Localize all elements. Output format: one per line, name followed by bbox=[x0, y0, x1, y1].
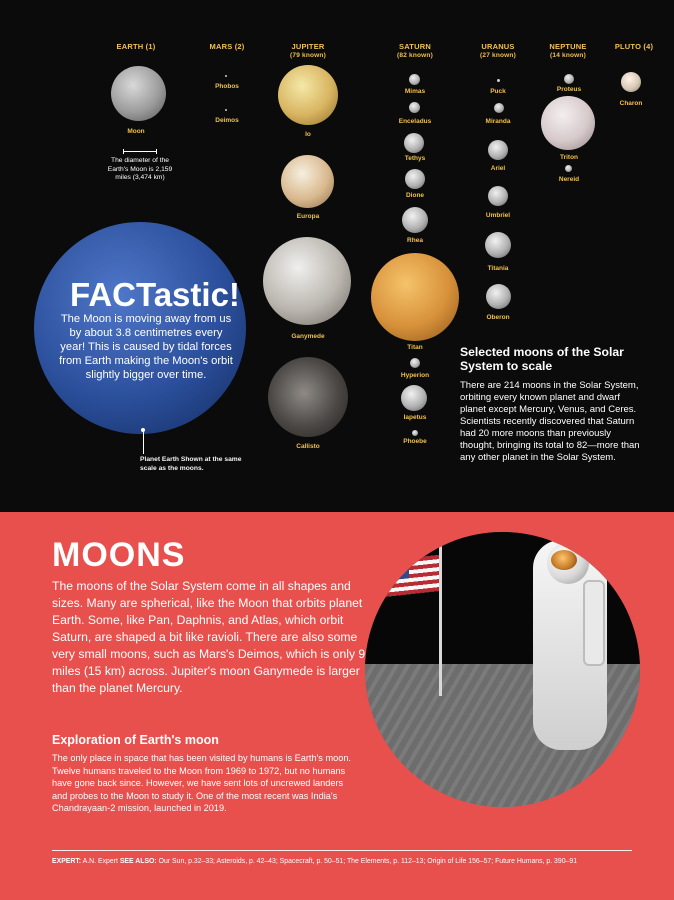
proteus-image bbox=[564, 74, 574, 84]
col-title-pluto-name: PLUTO (4) bbox=[614, 42, 654, 51]
col-title-mars-name: MARS (2) bbox=[209, 42, 245, 51]
europa-image bbox=[281, 155, 334, 208]
label-callisto: Callisto bbox=[296, 443, 320, 450]
col-title-saturn-name: SATURN bbox=[399, 42, 431, 51]
nereid-image bbox=[565, 165, 572, 172]
factastic-text: The Moon is moving away from us by about 3.8 centimetres every year! This is caused by tidal forces from Earth making the Moon's orbit slightly bigger over time. bbox=[59, 313, 233, 381]
enceladus-image bbox=[409, 102, 420, 113]
scale-section-text: There are 214 moons in the Solar System, orbiting every known planet and dwarf planet except Mercury, Venus, and Ceres. Scientists recently discovered that Saturn had 20 more moons than previously thought, bringing its total to 82—more than any other planet in the Solar System. bbox=[460, 380, 640, 463]
titan-image bbox=[371, 253, 459, 341]
us-flag-canton bbox=[383, 558, 409, 581]
moons-title: MOONS bbox=[52, 536, 186, 574]
planet-earth-note: Planet Earth Shown at the same scale as the moons. bbox=[140, 456, 242, 472]
ganymede-image bbox=[263, 237, 351, 325]
label-hyperion: Hyperion bbox=[400, 372, 430, 379]
scale-section-title: Selected moons of the Solar System to scale bbox=[460, 345, 624, 373]
flag-pole bbox=[439, 532, 442, 696]
triton-image bbox=[541, 96, 595, 150]
col-title-mars bbox=[187, 42, 267, 51]
col-title-saturn-sub: (82 known) bbox=[397, 52, 433, 59]
planet-earth-pointer-line bbox=[143, 432, 144, 454]
puck-dot bbox=[497, 79, 500, 82]
charon-image bbox=[621, 72, 641, 92]
label-mimas: Mimas bbox=[404, 88, 426, 95]
label-nereid: Nereid bbox=[558, 176, 580, 183]
ariel-image bbox=[488, 140, 508, 160]
col-title-uranus bbox=[458, 42, 538, 60]
us-flag bbox=[383, 555, 439, 597]
diameter-note: The diameter of the Earth's Moon is 2,159 miles (3,474 km) bbox=[107, 157, 173, 181]
astronaut-backpack bbox=[583, 580, 605, 666]
phobos-dot bbox=[225, 75, 227, 77]
label-ganymede: Ganymede bbox=[291, 333, 325, 340]
label-umbriel: Umbriel bbox=[485, 212, 511, 219]
label-io: Io bbox=[305, 131, 311, 138]
label-puck: Puck bbox=[490, 88, 506, 95]
col-title-jupiter-sub: (79 known) bbox=[290, 52, 326, 59]
col-title-neptune-name: NEPTUNE bbox=[549, 42, 587, 51]
label-charon: Charon bbox=[619, 100, 643, 107]
label-proteus: Proteus bbox=[556, 86, 582, 93]
mimas-image bbox=[409, 74, 420, 85]
label-moon: Moon bbox=[127, 128, 145, 135]
col-title-uranus-name: URANUS bbox=[481, 42, 515, 51]
col-title-jupiter bbox=[268, 42, 348, 60]
col-title-uranus-sub: (27 known) bbox=[480, 52, 516, 59]
footer-see-also-value: Our Sun, p.32–33; Asteroids, p. 42–43; Spacecraft, p. 50–51; The Elements, p. 112–13; Origin of Life 156–57; Future Humans, p. 390–91 bbox=[158, 858, 578, 865]
exploration-text: The only place in space that has been visited by humans is Earth's moon. Twelve humans traveled to the Moon from 1969 to 1972, but no humans have gone back since. However, we have sent lots of uncrewed landers and probes to the Moon to study it. One of the most recent was India's Chandrayaan-2 mission, launched in 2019. bbox=[52, 753, 351, 814]
label-rhea: Rhea bbox=[407, 237, 423, 244]
label-ariel: Ariel bbox=[490, 165, 506, 172]
label-triton: Triton bbox=[559, 154, 579, 161]
label-titania: Titania bbox=[487, 265, 509, 272]
label-enceladus: Enceladus bbox=[398, 118, 432, 125]
hyperion-image bbox=[410, 358, 420, 368]
label-phobos: Phobos bbox=[215, 83, 239, 90]
col-title-saturn bbox=[375, 42, 455, 60]
col-title-jupiter-name: JUPITER bbox=[291, 42, 325, 51]
footer bbox=[52, 857, 642, 866]
label-oberon: Oberon bbox=[486, 314, 510, 321]
footer-expert-value: A.N. Expert bbox=[82, 858, 118, 865]
callisto-image bbox=[268, 357, 348, 437]
oberon-image bbox=[486, 284, 511, 309]
factastic-title: FACTastic! bbox=[70, 276, 240, 313]
titania-image bbox=[485, 232, 511, 258]
label-titan: Titan bbox=[407, 344, 423, 351]
label-phoebe: Phoebe bbox=[403, 438, 427, 445]
iapetus-image bbox=[401, 385, 427, 411]
deimos-dot bbox=[225, 109, 227, 111]
miranda-image bbox=[494, 103, 504, 113]
rhea-image bbox=[402, 207, 428, 233]
footer-divider bbox=[52, 850, 632, 851]
col-title-earth bbox=[96, 42, 176, 51]
moons-text: The moons of the Solar System come in all shapes and sizes. Many are spherical, like the Moon that orbits planet Earth. Some, like Pan, Daphnis, and Atlas, which orbit Saturn, are shaped a bit like ravioli. There are also some very small moons, such as Mars's Deimos, which is only 9 miles (15 km) across. Jupiter's moon Ganymede is larger than the planet Mercury. bbox=[52, 579, 366, 695]
dione-image bbox=[405, 169, 425, 189]
moon-image bbox=[111, 66, 166, 121]
footer-expert-label: EXPERT: bbox=[52, 858, 82, 865]
moon-landing-photo bbox=[365, 532, 640, 807]
label-miranda: Miranda bbox=[485, 118, 511, 125]
label-deimos: Deimos bbox=[215, 117, 239, 124]
umbriel-image bbox=[488, 186, 508, 206]
col-title-earth-name: EARTH (1) bbox=[116, 42, 156, 51]
col-title-neptune-sub: (14 known) bbox=[550, 52, 586, 59]
label-dione: Dione bbox=[405, 192, 425, 199]
diameter-scale-bar bbox=[123, 151, 157, 152]
astronaut bbox=[533, 540, 607, 750]
footer-see-also-label: SEE ALSO: bbox=[119, 858, 157, 865]
label-tethys: Tethys bbox=[404, 155, 426, 162]
tethys-image bbox=[404, 133, 424, 153]
astronaut-visor bbox=[551, 550, 577, 570]
label-iapetus: Iapetus bbox=[403, 414, 427, 421]
label-europa: Europa bbox=[296, 213, 320, 220]
phoebe-image bbox=[412, 430, 418, 436]
io-image bbox=[278, 65, 338, 125]
exploration-title: Exploration of Earth's moon bbox=[52, 733, 219, 747]
col-title-pluto bbox=[594, 42, 674, 51]
